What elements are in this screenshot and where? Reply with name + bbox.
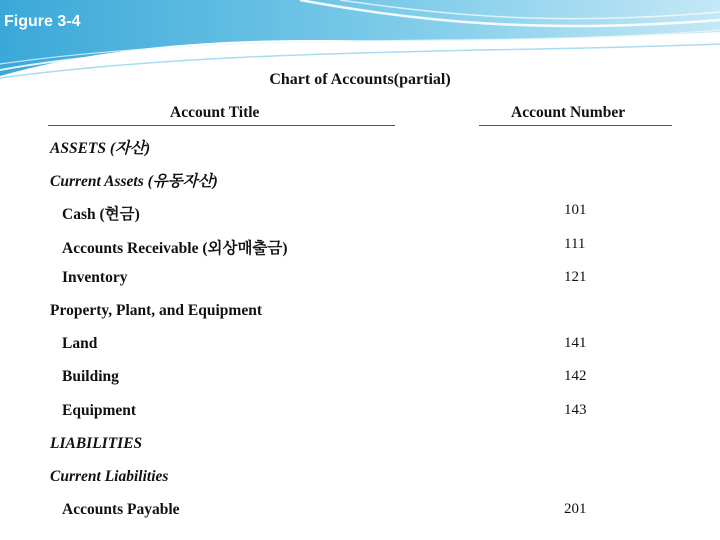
account-title: Accounts Payable bbox=[62, 501, 180, 519]
account-number: 111 bbox=[564, 235, 586, 252]
column-underline-number bbox=[479, 125, 672, 126]
account-number: 101 bbox=[564, 202, 587, 219]
figure-label: Figure 3-4 bbox=[4, 13, 81, 30]
account-title: ASSETS (자산) bbox=[50, 140, 151, 157]
chart-title: Chart of Accounts(partial) bbox=[269, 71, 451, 88]
account-title: Inventory bbox=[62, 268, 128, 286]
column-header-account-title: Account Title bbox=[170, 104, 260, 121]
column-header-account-number: Account Number bbox=[511, 104, 626, 121]
account-row bbox=[0, 269, 720, 293]
account-number: 121 bbox=[564, 268, 587, 285]
account-row bbox=[0, 501, 720, 525]
account-row bbox=[0, 335, 720, 359]
account-row bbox=[0, 136, 720, 160]
account-number: 141 bbox=[564, 335, 587, 352]
account-title: Land bbox=[62, 335, 98, 353]
account-title: Accounts Receivable (외상매출금) bbox=[62, 239, 288, 257]
account-number: 142 bbox=[564, 368, 587, 385]
account-title: Building bbox=[62, 368, 119, 386]
column-underline-title bbox=[48, 125, 395, 126]
account-row bbox=[0, 236, 720, 260]
account-title: Property, Plant, and Equipment bbox=[50, 302, 263, 319]
account-number: 201 bbox=[564, 501, 587, 518]
account-row bbox=[0, 468, 720, 492]
account-number: 143 bbox=[564, 401, 587, 418]
account-title: LIABILITIES bbox=[50, 434, 143, 452]
account-title: Current Liabilities bbox=[50, 468, 169, 485]
account-title: Equipment bbox=[62, 401, 137, 419]
account-row bbox=[0, 302, 720, 326]
account-row bbox=[0, 402, 720, 426]
account-row bbox=[0, 169, 720, 193]
header-banner-art bbox=[0, 0, 720, 80]
account-title: Current Assets (유동자산) bbox=[50, 173, 218, 191]
account-row bbox=[0, 368, 720, 392]
account-row bbox=[0, 435, 720, 459]
account-row bbox=[0, 202, 720, 226]
account-title: Cash (현금) bbox=[62, 206, 140, 224]
